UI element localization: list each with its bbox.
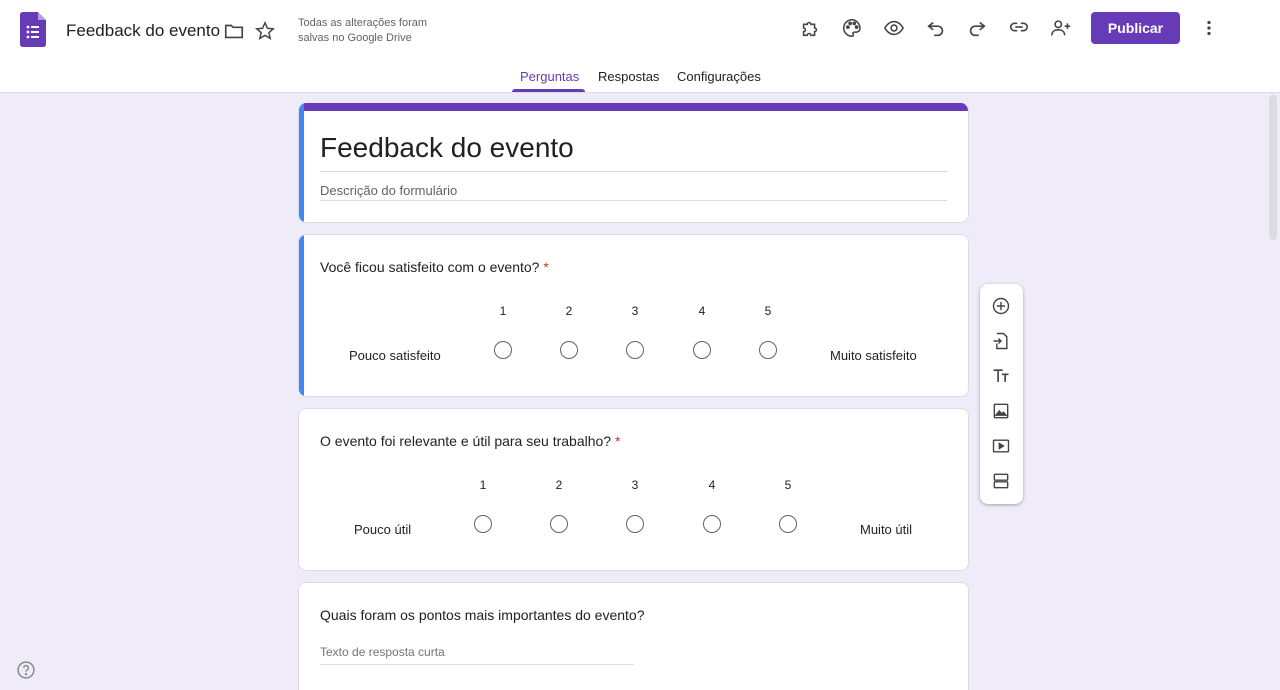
required-asterisk: * bbox=[543, 259, 549, 275]
save-status: Todas as alterações foram salvas no Google Drive bbox=[298, 17, 428, 44]
import-questions-icon[interactable] bbox=[990, 330, 1012, 352]
theme-topbar bbox=[299, 103, 969, 111]
scrollbar[interactable] bbox=[1269, 95, 1277, 240]
scale-low-label: Pouco útil bbox=[354, 522, 412, 537]
scale-number: 5 bbox=[764, 304, 772, 318]
scale-radio-1[interactable] bbox=[474, 515, 492, 533]
form-description-input[interactable]: Descrição do formulário bbox=[320, 183, 458, 198]
undo-icon[interactable] bbox=[924, 16, 948, 40]
tab-configuracoes[interactable]: Configurações bbox=[677, 69, 761, 84]
scale-number: 2 bbox=[565, 304, 573, 318]
scale-radio-3[interactable] bbox=[626, 341, 644, 359]
tab-bar bbox=[0, 60, 1280, 93]
publish-button[interactable]: Publicar bbox=[1091, 12, 1180, 44]
link-icon[interactable] bbox=[1007, 15, 1031, 39]
star-icon[interactable] bbox=[253, 19, 277, 43]
forms-icon[interactable] bbox=[20, 12, 46, 47]
scale-radio-4[interactable] bbox=[703, 515, 721, 533]
title-underline bbox=[320, 171, 947, 172]
scale-radio-2[interactable] bbox=[550, 515, 568, 533]
scale-radio-5[interactable] bbox=[759, 341, 777, 359]
scale-radio-3[interactable] bbox=[626, 515, 644, 533]
scale-number: 1 bbox=[479, 478, 487, 492]
active-tab-indicator bbox=[512, 89, 585, 92]
scale-number: 1 bbox=[499, 304, 507, 318]
scale-radio-1[interactable] bbox=[494, 341, 512, 359]
description-underline bbox=[320, 200, 947, 201]
tab-perguntas[interactable]: Perguntas bbox=[520, 69, 580, 84]
scale-low-label: Pouco satisfeito bbox=[349, 348, 441, 363]
scale-high-label: Muito satisfeito bbox=[830, 348, 917, 363]
question-title: O evento foi relevante e útil para seu trabalho? * bbox=[320, 433, 621, 449]
preview-icon[interactable] bbox=[882, 16, 906, 40]
required-asterisk: * bbox=[614, 433, 621, 449]
scale-number: 4 bbox=[708, 478, 716, 492]
question-title: Você ficou satisfeito com o evento? * bbox=[320, 259, 549, 275]
form-title-card[interactable] bbox=[298, 103, 969, 223]
add-question-icon[interactable] bbox=[990, 295, 1012, 317]
selected-accent bbox=[299, 103, 304, 222]
scale-number: 2 bbox=[555, 478, 563, 492]
folder-icon[interactable] bbox=[222, 19, 246, 43]
short-answer-placeholder: Texto de resposta curta bbox=[320, 645, 445, 659]
scale-radio-4[interactable] bbox=[693, 341, 711, 359]
scale-number: 3 bbox=[631, 478, 639, 492]
short-answer-underline bbox=[320, 664, 634, 665]
add-section-icon[interactable] bbox=[990, 470, 1012, 492]
addon-icon[interactable] bbox=[798, 16, 822, 40]
question-title[interactable]: Quais foram os pontos mais importantes do evento? bbox=[320, 607, 645, 623]
header bbox=[0, 0, 1280, 93]
document-title[interactable]: Feedback do evento bbox=[66, 21, 221, 40]
tab-respostas[interactable]: Respostas bbox=[598, 69, 660, 84]
selected-accent bbox=[299, 235, 304, 396]
question-card-2[interactable] bbox=[298, 408, 969, 571]
question-card-3[interactable] bbox=[298, 582, 969, 690]
add-image-icon[interactable] bbox=[990, 400, 1012, 422]
scale-number: 5 bbox=[784, 478, 792, 492]
add-title-icon[interactable] bbox=[990, 365, 1012, 387]
add-video-icon[interactable] bbox=[990, 435, 1012, 457]
scale-radio-5[interactable] bbox=[779, 515, 797, 533]
scale-radio-2[interactable] bbox=[560, 341, 578, 359]
question-card-1[interactable] bbox=[298, 234, 969, 397]
more-vert-icon[interactable] bbox=[1197, 16, 1221, 40]
scale-number: 3 bbox=[631, 304, 639, 318]
palette-icon[interactable] bbox=[840, 16, 864, 40]
redo-icon[interactable] bbox=[965, 16, 989, 40]
add-collaborator-icon[interactable] bbox=[1049, 16, 1073, 40]
scale-number: 4 bbox=[698, 304, 706, 318]
scale-high-label: Muito útil bbox=[860, 522, 913, 537]
help-icon[interactable] bbox=[16, 660, 36, 680]
floating-toolbar bbox=[980, 284, 1023, 504]
form-title[interactable]: Feedback do evento bbox=[320, 132, 574, 163]
